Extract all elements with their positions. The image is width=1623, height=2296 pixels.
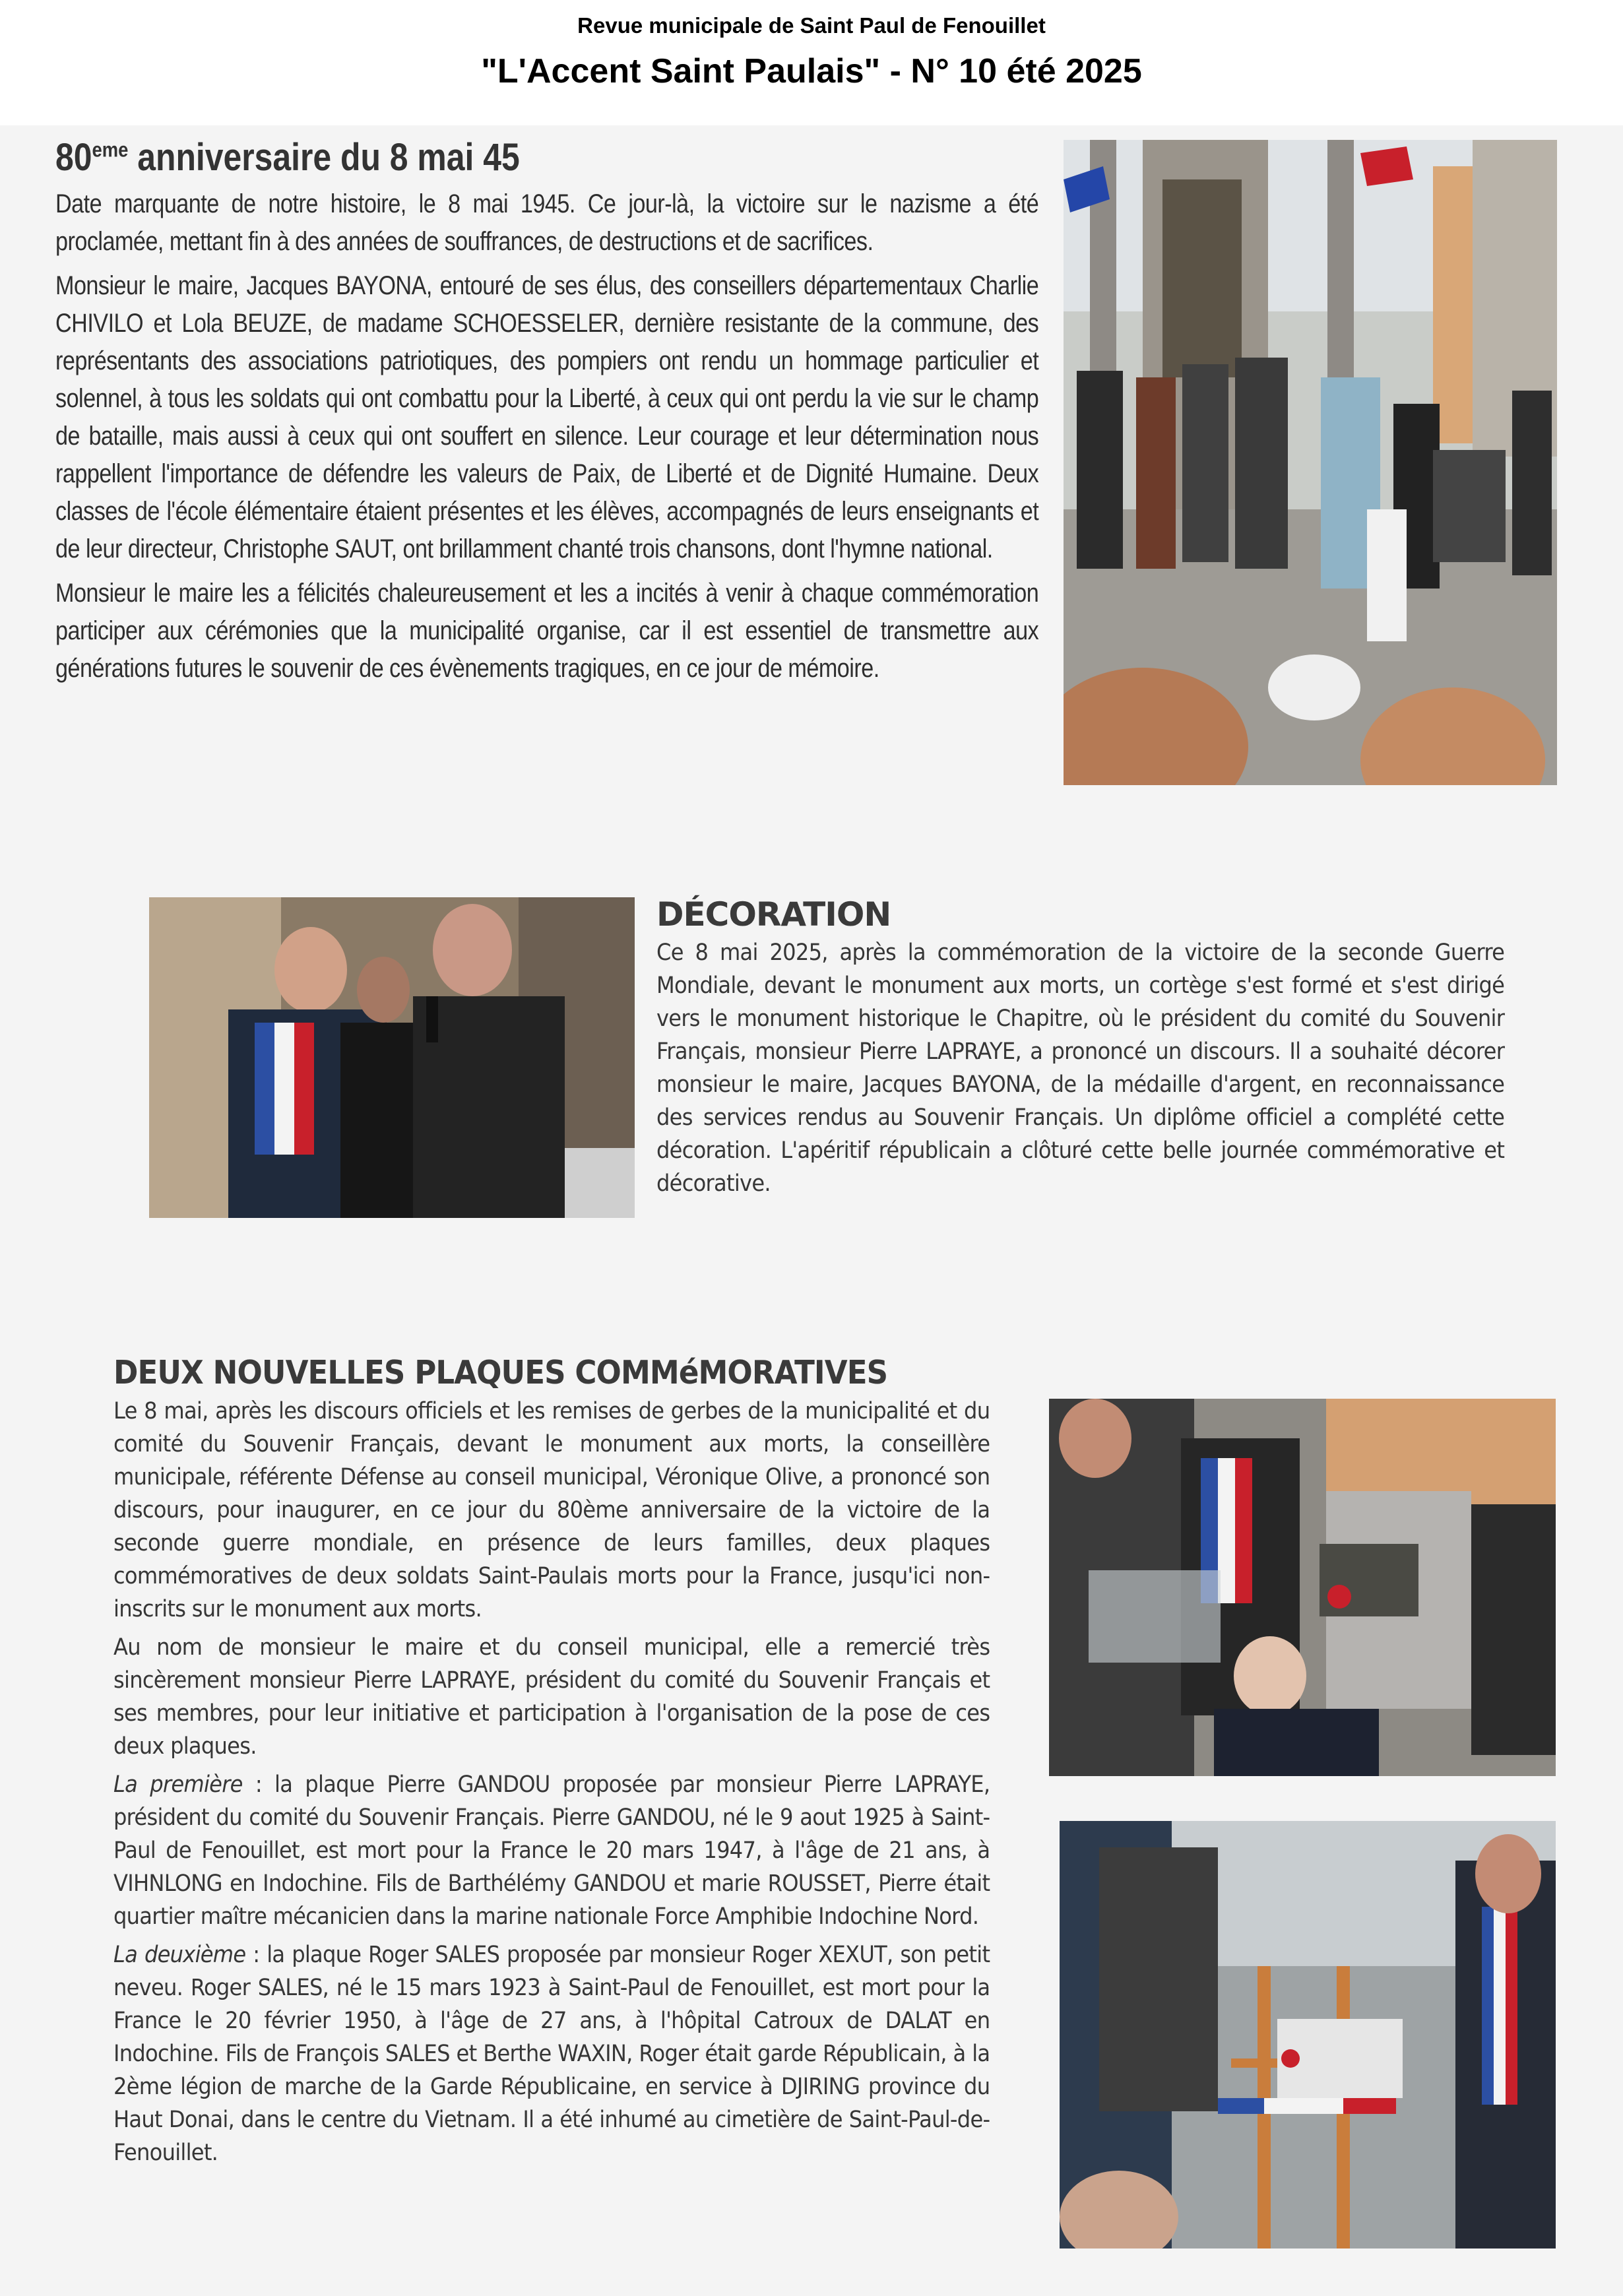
paragraph: Ce 8 mai 2025, après la commémoration de la victoire de la seconde Guerre Mondiale, devant le monument aux morts, un cortège s'est formé et s'est dirigé vers le monument historique le Chapitre, où le président du comité du Souvenir Français, monsieur Pierre LAPRAYE, a prononcé un discours. Il a souhaité décorer monsieur le maire, Jacques BAYONA, de la médaille d'argent, en reconnaissance des services rendus au Souvenir Français. Un diplôme officiel a complété cette décoration. L'apéritif républicain a clôturé cette belle journée commémorative et décorative. bbox=[656, 940, 1505, 1197]
paragraph: Le 8 mai, après les discours officiels et les remises de gerbes de la municipalité et du comité du Souvenir Français, devant le monument aux morts, la conseillère municipale, référente Défense au conseil municipal, Véronique Olive, a prononcé son discours, pour inaugurer, en ce jour du 80ème anniversaire de la victoire de la seconde guerre mondiale, en présence de leurs familles, deux plaques commémoratives de deux soldats Saint-Paulais morts pour la France, jusqu'ici non-inscrits sur le monument aux morts. bbox=[113, 1398, 990, 1622]
label-first: La première bbox=[113, 1771, 243, 1798]
text-second: : la plaque Roger SALES proposée par monsieur Roger XEXUT, son petit neveu. Roger SALES, né le 15 mars 1923 à Saint-Paul de Fenouillet, est mort pour la France le 20 février 1950, à l'âge de 27 ans, à l'hôpital Catroux de DALAT en Indochine. Fils de François SALES et Berthe WAXIN, Roger était garde Républicain, à la 2ème légion de marche de la Garde Républicaine, en service à DJIRING province du Haut Donai, dans le centre du Vietnam. Il a été inhumé au cimetière de Saint-Paul-de-Fenouillet. bbox=[113, 1942, 990, 2166]
heading-rest: anniversaire du 8 mai 45 bbox=[128, 136, 520, 179]
photo-plaque-unveiling bbox=[1049, 1399, 1556, 1776]
article-plaques-body bbox=[113, 1395, 990, 2169]
paragraph-first-plaque bbox=[113, 1768, 990, 1933]
text-first: : la plaque Pierre GANDOU proposée par monsieur Pierre LAPRAYE, président du comité du Souvenir Français. Pierre GANDOU, né le 9 aout 1925 à Saint-Paul de Fenouillet, est mort pour la France le 20 mars 1947, à l'âge de 21 ans, à VIHNLONG en Indochine. Fils de Barthélémy GANDOU et marie ROUSSET, Pierre était quartier maître mécanicien dans la marine nationale Force Amphibie Indochine Nord. bbox=[113, 1771, 990, 1930]
article-anniversary-heading bbox=[55, 135, 901, 183]
article-anniversary bbox=[55, 135, 1038, 687]
magazine-title: "L'Accent Saint Paulais" - N° 10 été 2025 bbox=[481, 52, 1142, 90]
article-decoration-heading: DÉCORATION bbox=[656, 895, 891, 934]
heading-superscript: eme bbox=[92, 137, 129, 162]
decoration-ceremony-image bbox=[149, 897, 635, 1218]
paragraph: Date marquante de notre histoire, le 8 mai 1945. Ce jour-là, la victoire sur le nazisme a été proclamée, mettant fin à des années de souffrances, de destructions et de sacrifices. bbox=[55, 189, 1039, 256]
article-decoration bbox=[656, 895, 1504, 1200]
paragraph: Au nom de monsieur le maire et du conseil municipal, elle a remercié très sincèrement monsieur Pierre LAPRAYE, président du comité du Souvenir Français et ses membres, pour leur initiative et participation à l'organisation de la pose de ces deux plaques. bbox=[113, 1634, 990, 1760]
heading-number: 80 bbox=[55, 136, 92, 179]
paragraph: Monsieur le maire, Jacques BAYONA, entouré de ses élus, des conseillers départementaux Charlie CHIVILO et Lola BEUZE, de madame SCHOESSELER, dernière resistante de la commune, des représentants des associations patriotiques, des pompiers ont rendu un hommage particulier et solennel, à tous les soldats qui ont combattu pour la Liberté, à ceux qui ont perdu la vie sur le champ de bataille, mais aussi à ceux qui ont souffert en silence. Leur courage et leur détermination nous rappellent l'importance de défendre les valeurs de Paix, de Liberté et de Dignité Humaine. Deux classes de l'école élémentaire étaient présentes et les élèves, accompagnés de leurs enseignants et de leur directeur, Christophe SAUT, ont brillamment chanté trois chansons, dont l'hymne national. bbox=[55, 271, 1039, 563]
article-decoration-body bbox=[656, 936, 1504, 1200]
photo-monument-ceremony bbox=[1064, 140, 1557, 785]
paragraph: Monsieur le maire les a félicités chaleureusement et les a incités à venir à chaque commémoration participer aux cérémonies que la municipalité organise, car il est essentiel de transmettre aux générations futures le souvenir de ces évènements tragiques, en ce jour de mémoire. bbox=[55, 579, 1039, 683]
photo-decoration-ceremony bbox=[149, 897, 635, 1218]
article-plaques-heading: DEUX NOUVELLES PLAQUES COMMéMORATIVES bbox=[113, 1354, 888, 1391]
article-plaques bbox=[113, 1354, 990, 2169]
label-second: La deuxième bbox=[113, 1942, 246, 1968]
monument-ceremony-image bbox=[1064, 140, 1557, 785]
masthead bbox=[0, 0, 1623, 125]
magazine-subtitle: Revue municipale de Saint Paul de Fenouillet bbox=[577, 13, 1046, 38]
plaque-easel-image bbox=[1060, 1821, 1556, 2248]
paragraph-second-plaque bbox=[113, 1938, 990, 2169]
photo-plaque-easel bbox=[1060, 1821, 1556, 2248]
article-anniversary-body bbox=[55, 185, 1038, 687]
plaque-unveiling-image bbox=[1049, 1399, 1556, 1776]
